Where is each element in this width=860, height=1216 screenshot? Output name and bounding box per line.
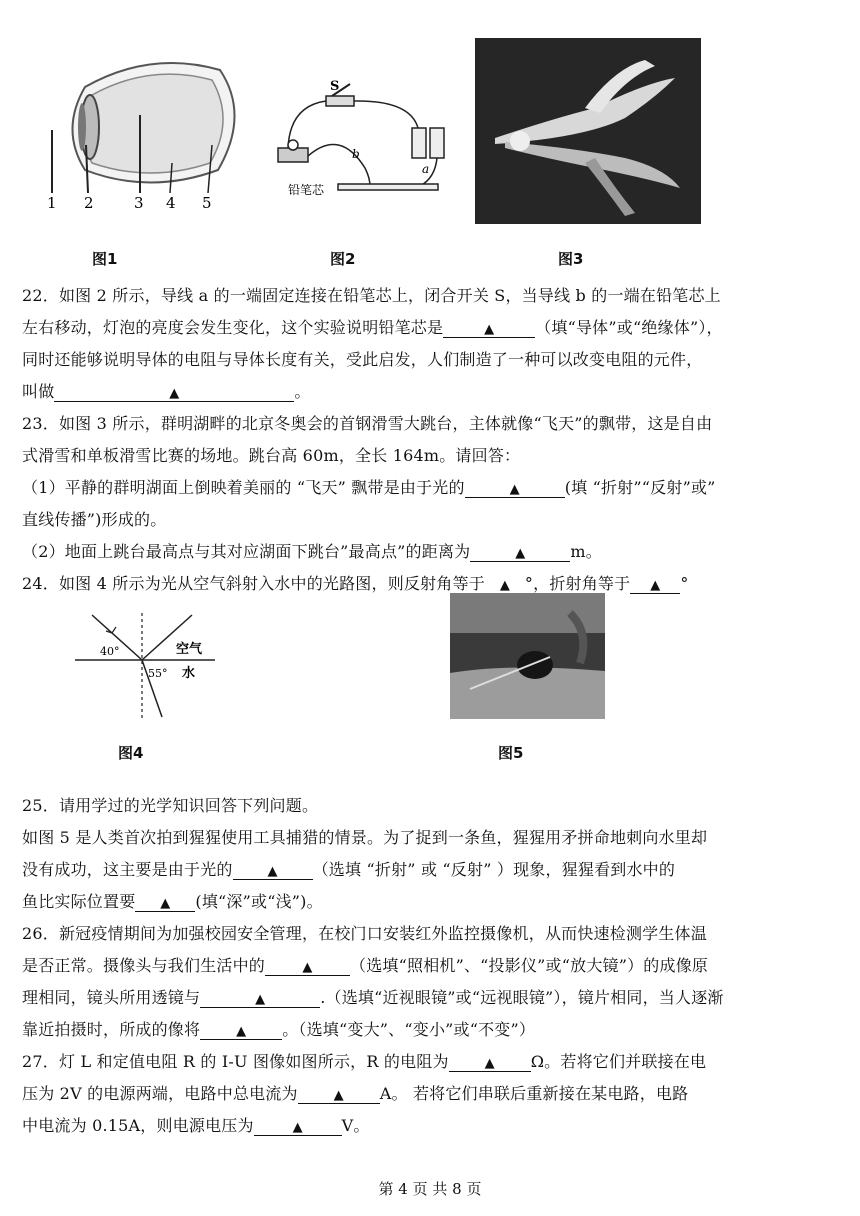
- fig1-label-2: 2: [84, 194, 94, 212]
- q25-text-3a: 没有成功，这主要是由于光的: [22, 860, 233, 879]
- q24-text-a: 24．如图 4 所示为光从空气斜射入水中的光路图，则反射角等于: [22, 574, 485, 593]
- q23-answer-blank-1[interactable]: ▲: [465, 478, 565, 498]
- q23-line-2: 式滑雪和单板滑雪比赛的场地。跳台高 60m，全长 164m。请回答：: [22, 446, 521, 465]
- q26-line-3: [22, 985, 724, 1008]
- fig2-circuit-diagram: [270, 78, 460, 203]
- q22-text-4a: 叫做: [22, 382, 55, 401]
- q26-text-2a: 是否正常。摄像头与我们生活中的: [22, 956, 266, 975]
- fig2-pencil-label: 铅笔芯: [288, 183, 325, 197]
- q24-answer-blank-1[interactable]: ▲: [485, 574, 525, 594]
- q24-line: [22, 571, 689, 594]
- fig3-caption: 图3: [558, 250, 584, 268]
- q26-line-1: 26．新冠疫情期间为加强校园安全管理，在校门口安装红外监控摄像机，从而快速检测学生体温: [22, 924, 707, 943]
- q26-answer-blank-1[interactable]: ▲: [265, 956, 350, 976]
- q26-text-3b: .（选填“近视眼镜”或“远视眼镜”），镜片相同，当人逐渐: [320, 988, 724, 1007]
- fig1-caption: 图1: [92, 250, 118, 268]
- q24-answer-blank-2[interactable]: ▲: [630, 574, 680, 594]
- q26-text-4b: 。（选填“变大”、“变小”或“不变”）: [282, 1020, 536, 1039]
- fig4-air-label: 空气: [176, 642, 203, 657]
- q23-line-3: [22, 475, 716, 498]
- q22-answer-blank-1[interactable]: ▲: [443, 318, 535, 338]
- q22-text-2a: 左右移动，灯泡的亮度会发生变化，这个实验说明铅笔芯是: [22, 318, 444, 337]
- q27-text-3a: 中电流为 0.15A，则电源电压为: [22, 1116, 254, 1135]
- q27-line-3: [22, 1113, 370, 1136]
- fig2-caption: 图2: [330, 250, 356, 268]
- fig4-angle-refraction: 55°: [148, 667, 168, 680]
- q27-line-1: [22, 1049, 706, 1072]
- fig1-label-4: 4: [166, 194, 176, 212]
- q27-line-2: [22, 1081, 688, 1104]
- q26-line-2: [22, 953, 708, 976]
- q23-line-4: 直线传播”)形成的。: [22, 510, 167, 529]
- fig1-label-5: 5: [202, 194, 212, 212]
- fig5-caption: 图5: [498, 744, 524, 762]
- q22-text-4b: 。: [294, 382, 311, 401]
- fig2-wire-b-label: b: [352, 147, 360, 161]
- q25-line-3: [22, 857, 675, 880]
- fig5-chimpanzee-photo: [450, 593, 605, 719]
- q26-text-3a: 理相同，镜头所用透镜与: [22, 988, 201, 1007]
- q23-text-5b: m。: [570, 542, 602, 561]
- q23-text-3b: (填 “折射”“反射”或”: [564, 478, 716, 497]
- q24-text-c: °: [680, 574, 689, 593]
- q27-text-1b: Ω。若将它们并联接在电: [530, 1052, 707, 1071]
- q25-line-2: 如图 5 是人类首次拍到猩猩使用工具捕猎的情景。为了捉到一条鱼，猩猩用矛拼命地刺向水里却: [22, 828, 708, 847]
- fig4-caption: 图4: [118, 744, 144, 762]
- q25-line-4: [22, 889, 323, 912]
- q26-line-4: [22, 1017, 535, 1040]
- q26-text-2b: （选填“照相机”、“投影仪”或“放大镜”）的成像原: [350, 956, 709, 975]
- q25-text-4b: (填“深”或“浅”)。: [195, 892, 323, 911]
- fig1-label-3: 3: [134, 194, 144, 212]
- q23-text-3a: （1）平静的群明湖面上倒映着美丽的 “飞天” 飘带是由于光的: [22, 478, 465, 497]
- q27-answer-blank-3[interactable]: ▲: [254, 1116, 342, 1136]
- q23-text-5a: （2）地面上跳台最高点与其对应湖面下跳台”最高点”的距离为: [22, 542, 471, 561]
- q23-line-5: [22, 539, 602, 562]
- q25-line-1: 25．请用学过的光学知识回答下列问题。: [22, 796, 319, 815]
- fig2-switch-label: S: [330, 79, 340, 94]
- q22-line-3: 同时还能够说明导体的电阻与导体长度有关，受此启发，人们制造了一种可以改变电阻的元件，: [22, 350, 703, 369]
- q27-text-2b: A。 若将它们串联后重新接在某电路，电路: [379, 1084, 689, 1103]
- fig3-ski-jump-photo: [475, 38, 701, 224]
- fig4-angle-incidence: 40°: [100, 645, 120, 658]
- q26-answer-blank-2[interactable]: ▲: [200, 988, 320, 1008]
- q25-answer-blank-2[interactable]: ▲: [135, 892, 195, 912]
- fig1-eye-diagram: [40, 45, 240, 215]
- q22-text-2b: （填“导体”或“绝缘体”），: [535, 318, 723, 337]
- q25-text-3b: （选填 “折射” 或 “反射” ）现象，猩猩看到水中的: [312, 860, 676, 879]
- q25-answer-blank-1[interactable]: ▲: [233, 860, 313, 880]
- q23-answer-blank-2[interactable]: ▲: [470, 542, 570, 562]
- q27-text-2a: 压为 2V 的电源两端，电路中总电流为: [22, 1084, 298, 1103]
- q22-line-4: [22, 379, 311, 402]
- q27-text-1a: 27．灯 L 和定值电阻 R 的 I-U 图像如图所示，R 的电阻为: [22, 1052, 449, 1071]
- fig4-water-label: 水: [182, 666, 196, 681]
- q25-text-4a: 鱼比实际位置要: [22, 892, 136, 911]
- q26-answer-blank-3[interactable]: ▲: [200, 1020, 282, 1040]
- q22-line-2: [22, 315, 723, 338]
- q22-line-1: 22．如图 2 所示，导线 a 的一端固定连接在铅笔芯上，闭合开关 S，当导线 b 的一端在铅笔芯上: [22, 286, 721, 305]
- q26-text-4a: 靠近拍摄时，所成的像将: [22, 1020, 201, 1039]
- fig1-label-1: 1: [47, 194, 57, 212]
- q27-answer-blank-2[interactable]: ▲: [298, 1084, 380, 1104]
- page-number-footer: 第 4 页 共 8 页: [378, 1180, 482, 1198]
- fig2-wire-a-label: a: [422, 162, 430, 176]
- q22-answer-blank-2[interactable]: ▲: [54, 382, 294, 402]
- fig4-ray-diagram: [70, 605, 230, 725]
- q27-answer-blank-1[interactable]: ▲: [449, 1052, 531, 1072]
- q27-text-3b: V。: [341, 1116, 370, 1135]
- q23-line-1: 23．如图 3 所示，群明湖畔的北京冬奥会的首钢滑雪大跳台，主体就像“飞天”的飘带，这是自由: [22, 414, 713, 433]
- q24-text-b: °，折射角等于: [524, 574, 631, 593]
